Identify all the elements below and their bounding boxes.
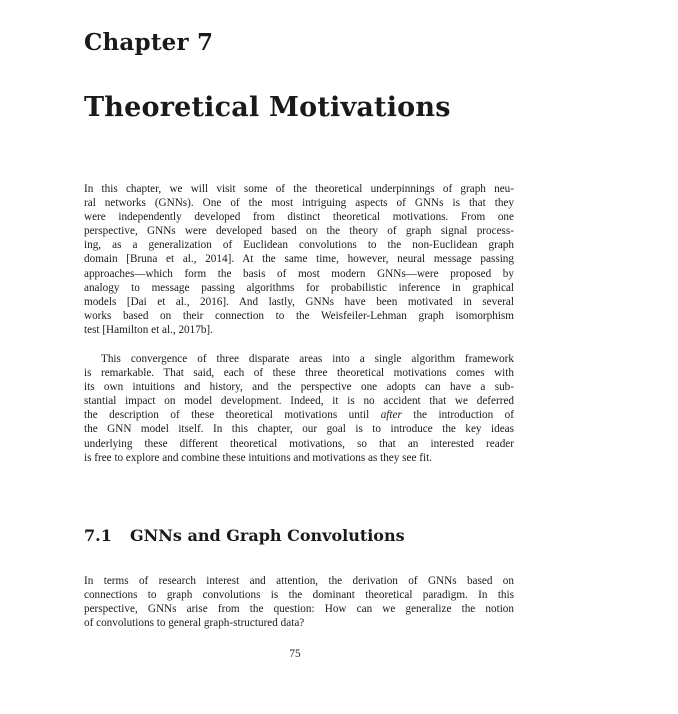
paragraph-section-intro — [84, 574, 514, 630]
text-line: domain [Bruna et al., 2014]. At the same time, however, neural message passing — [84, 253, 514, 266]
paragraph-intro — [84, 182, 514, 337]
text-line: analogy to message passing algorithms for probabilistic inference in graphical — [84, 281, 514, 294]
text-line: ral networks (GNNs). One of the most intriguing aspects of GNNs is that they — [84, 197, 514, 210]
chapter-label: Chapter 7 — [84, 29, 214, 56]
text-line: works based on their connection to the Weisfeiler-Lehman graph isomorphism — [84, 309, 514, 322]
text-line: connections to graph convolutions is the dominant theoretical paradigm. In this — [84, 589, 514, 602]
emphasis-after: after — [380, 409, 402, 422]
text-line: perspective, GNNs arise from the question: How can we generalize the notion — [84, 603, 514, 616]
text-segment: the description of these theoretical motivations until — [84, 409, 370, 422]
text-line: of convolutions to general graph-structured data? — [84, 617, 305, 630]
text-line: In this chapter, we will visit some of the theoretical underpinnings of graph neu- — [84, 183, 514, 195]
text-line: models [Dai et al., 2016]. And lastly, GNNs have been motivated in several — [84, 295, 514, 308]
text-line: is free to explore and combine these intuitions and motivations as they see fit. — [84, 451, 432, 464]
text-line: ing, as a generalization of Euclidean convolutions to the non-Euclidean graph — [84, 239, 514, 252]
text-line-with-emphasis — [84, 408, 514, 422]
page-number: 75 — [289, 648, 301, 660]
text-line: test [Hamilton et al., 2017b]. — [84, 323, 213, 336]
chapter-title: Theoretical Motivations — [84, 92, 451, 123]
text-line: the GNN model itself. In this chapter, our goal is to introduce the key ideas — [84, 423, 514, 436]
text-line: approaches—which form the basis of most modern GNNs—were proposed by — [84, 267, 514, 280]
section-number: 7.1 — [84, 526, 112, 545]
text-line: were independently developed from distinct theoretical motivations. From one — [84, 211, 514, 224]
text-line: its own intuitions and history, and the perspective one adopts can have a sub- — [84, 381, 514, 394]
text-line: In terms of research interest and attention, the derivation of GNNs based on — [84, 575, 514, 587]
paragraph-convergence — [84, 352, 514, 465]
text-segment: the introduction of — [413, 409, 514, 422]
text-line: is remarkable. That said, each of these three theoretical motivations comes with — [84, 367, 514, 380]
text-line: stantial impact on model development. Indeed, it is no accident that we deferred — [84, 395, 514, 408]
text-line: This convergence of three disparate areas into a single algorithm framework — [101, 353, 514, 365]
text-line: underlying these different theoretical motivations, so that an interested reader — [84, 437, 514, 450]
section-title: GNNs and Graph Convolutions — [130, 526, 405, 545]
text-line: perspective, GNNs were developed based on the theory of graph signal process- — [84, 225, 514, 238]
section-heading — [84, 526, 405, 545]
